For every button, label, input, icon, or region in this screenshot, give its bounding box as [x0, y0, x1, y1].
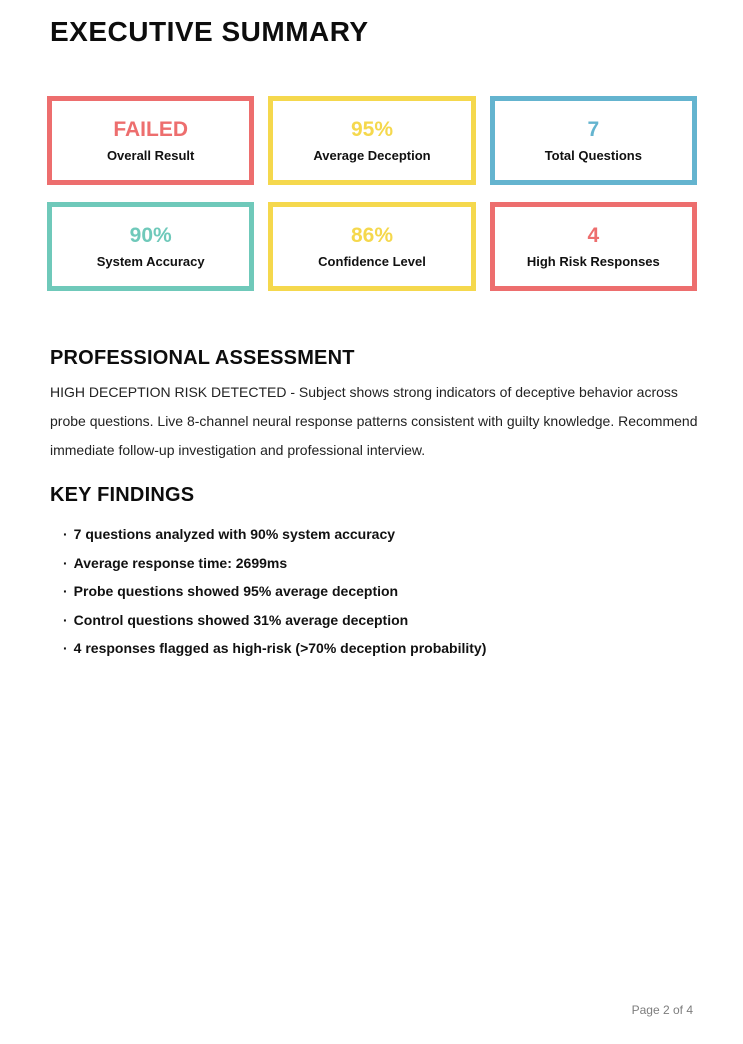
finding-text: 7 questions analyzed with 90% system accuracy — [73, 526, 396, 542]
metric-value: 95% — [350, 118, 393, 141]
assessment-heading: PROFESSIONAL ASSESSMENT — [50, 347, 355, 369]
metric-label: Confidence Level — [318, 254, 426, 269]
assessment-body-text: HIGH DECEPTION RISK DETECTED - Subject shows strong indicators of deceptive behavior across probe questions. Live 8-channel neural response patterns consistent with guilty knowledge. Recommend immediate follow-up investigation and professional interview. — [50, 384, 698, 458]
finding-item — [50, 606, 700, 635]
metric-value: 7 — [587, 118, 600, 141]
finding-item — [50, 577, 700, 606]
metric-card-total-questions — [490, 96, 697, 185]
page-title: EXECUTIVE SUMMARY — [50, 16, 369, 47]
metric-value: FAILED — [113, 118, 188, 141]
finding-text: Average response time: 2699ms — [73, 554, 288, 571]
finding-item — [50, 549, 700, 578]
bullet-icon: · — [63, 554, 68, 571]
summary-cards-grid — [47, 96, 697, 291]
metric-card-system-accuracy — [47, 202, 254, 291]
metric-value: 86% — [350, 224, 393, 247]
bullet-icon: · — [63, 526, 68, 542]
metric-card-overall-result — [47, 96, 254, 185]
metric-card-high-risk-responses — [490, 202, 697, 291]
metric-label: Total Questions — [544, 148, 642, 163]
page-number: Page 2 of 4 — [631, 1003, 693, 1017]
findings-list — [50, 520, 700, 663]
bullet-icon: · — [63, 611, 68, 628]
bullet-icon: · — [63, 640, 68, 656]
metric-label: System Accuracy — [96, 254, 205, 269]
finding-item — [50, 520, 700, 549]
metric-card-confidence-level — [268, 202, 475, 291]
finding-item — [50, 634, 700, 663]
bullet-icon: · — [63, 583, 68, 599]
finding-text: Control questions showed 31% average deception — [73, 611, 409, 628]
metric-label: Overall Result — [106, 148, 195, 163]
finding-text: 4 responses flagged as high-risk (>70% deception probability) — [73, 640, 487, 656]
metric-value: 90% — [129, 224, 172, 247]
metric-label: Average Deception — [313, 148, 431, 163]
finding-text: Probe questions showed 95% average deception — [73, 583, 399, 599]
metric-value: 4 — [587, 224, 600, 247]
findings-heading: KEY FINDINGS — [50, 484, 195, 506]
metric-label: High Risk Responses — [526, 254, 660, 269]
metric-card-average-deception — [268, 96, 475, 185]
